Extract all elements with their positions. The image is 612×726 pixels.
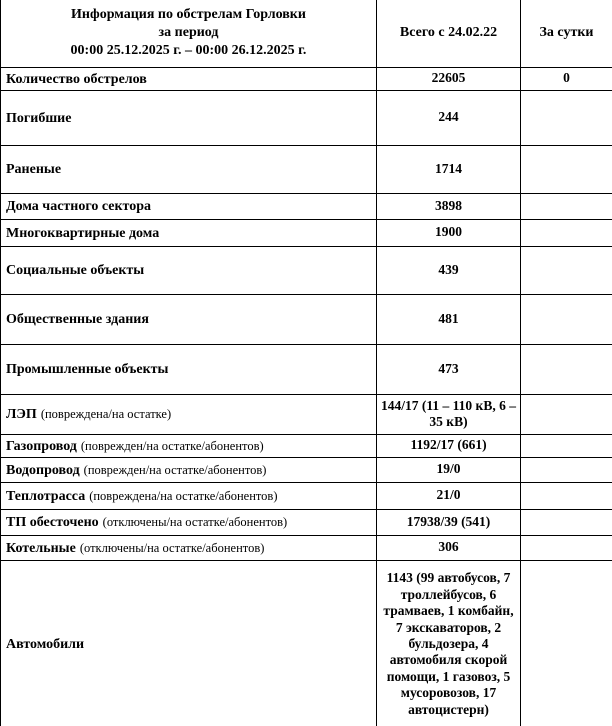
table-row (1, 294, 612, 344)
row-label (1, 90, 377, 145)
table-row (1, 482, 612, 509)
table-row (1, 193, 612, 219)
row-label-text: Раненые (6, 162, 62, 177)
total-value: 1900 (377, 219, 521, 246)
row-label (1, 294, 377, 344)
daily-value (521, 394, 612, 434)
daily-value (521, 90, 612, 145)
daily-value (521, 294, 612, 344)
total-value: 22605 (377, 67, 521, 90)
total-value: 244 (377, 90, 521, 145)
row-label-text: Дома частного сектора (6, 199, 152, 214)
row-label (1, 394, 377, 434)
daily-value (521, 482, 612, 509)
row-label-text: Газопровод (6, 438, 77, 454)
row-label-text: Количество обстрелов (6, 71, 147, 87)
row-label (1, 246, 377, 294)
table-row (1, 509, 612, 535)
daily-value (521, 434, 612, 457)
daily-value (521, 535, 612, 560)
table-row (1, 535, 612, 560)
row-label-text: ТП обесточено (6, 515, 99, 530)
total-value: 481 (377, 294, 521, 344)
table-row (1, 560, 612, 726)
row-label (1, 457, 377, 482)
daily-value (521, 344, 612, 394)
total-value: 17938/39 (541) (377, 509, 521, 535)
row-label-text: Промышленные объекты (6, 362, 169, 377)
row-label-text: Многоквартирные дома (6, 225, 160, 241)
daily-value (521, 560, 612, 726)
row-label (1, 67, 377, 90)
total-value: 306 (377, 535, 521, 560)
row-label (1, 482, 377, 509)
row-label (1, 509, 377, 535)
column-header-daily: За сутки (521, 0, 612, 67)
column-header-total: Всего с 24.02.22 (377, 0, 521, 67)
row-label (1, 560, 377, 726)
daily-value: 0 (521, 67, 612, 90)
total-value: 19/0 (377, 457, 521, 482)
total-value: 439 (377, 246, 521, 294)
row-label-note: (поврежден/на остатке/абонентов) (80, 438, 264, 453)
table-row (1, 219, 612, 246)
total-value: 1192/17 (661) (377, 434, 521, 457)
row-label-text: Теплотрасса (6, 488, 86, 504)
row-label (1, 193, 377, 219)
row-label (1, 535, 377, 560)
daily-value (521, 457, 612, 482)
row-label-text: Котельные (6, 540, 76, 556)
row-label (1, 145, 377, 193)
row-label-text: Общественные здания (6, 312, 149, 327)
daily-value (521, 246, 612, 294)
header-row (1, 0, 612, 67)
row-label-text: Погибшие (6, 110, 72, 126)
daily-value (521, 145, 612, 193)
row-label (1, 219, 377, 246)
row-label-note: (поврежден/на остатке/абонентов) (83, 462, 267, 477)
row-label-note: (отключены/на остатке/абонентов) (102, 515, 288, 529)
row-label-text: ЛЭП (6, 407, 37, 422)
total-value: 1143 (99 автобусов, 7 троллейбусов, 6 трамваев, 1 комбайн, 7 экскаваторов, 2 бульдозера, 4 автомобиля скорой помощи, 1 газовоз, 5 мусоровозов, 17 автоцистерн) (377, 560, 521, 726)
daily-value (521, 219, 612, 246)
row-label-note: (отключены/на остатке/абонентов) (79, 540, 265, 555)
total-value: 144/17 (11 – 110 кВ, 6 – 35 кВ) (377, 394, 521, 434)
total-value: 21/0 (377, 482, 521, 509)
table-title-line: Информация по обстрелам Горловки (71, 6, 306, 22)
table-row (1, 457, 612, 482)
row-label-text: Социальные объекты (6, 263, 145, 278)
row-label-note: (повреждена/на остатке) (40, 407, 172, 421)
row-label-note: (повреждена/на остатке/абонентов) (89, 488, 278, 503)
table-row (1, 246, 612, 294)
table-row (1, 67, 612, 90)
table-row (1, 344, 612, 394)
table-title-line: 00:00 25.12.2025 г. – 00:00 26.12.2025 г. (70, 43, 307, 59)
total-value: 3898 (377, 193, 521, 219)
row-label (1, 434, 377, 457)
total-value: 1714 (377, 145, 521, 193)
table-row (1, 90, 612, 145)
table-row (1, 394, 612, 434)
table-row (1, 434, 612, 457)
daily-value (521, 509, 612, 535)
table-title-line: за период (158, 25, 219, 41)
total-value: 473 (377, 344, 521, 394)
table-title (1, 0, 377, 67)
row-label (1, 344, 377, 394)
row-label-text: Водопровод (6, 462, 80, 478)
daily-value (521, 193, 612, 219)
table-row (1, 145, 612, 193)
row-label-text: Автомобили (6, 637, 85, 653)
